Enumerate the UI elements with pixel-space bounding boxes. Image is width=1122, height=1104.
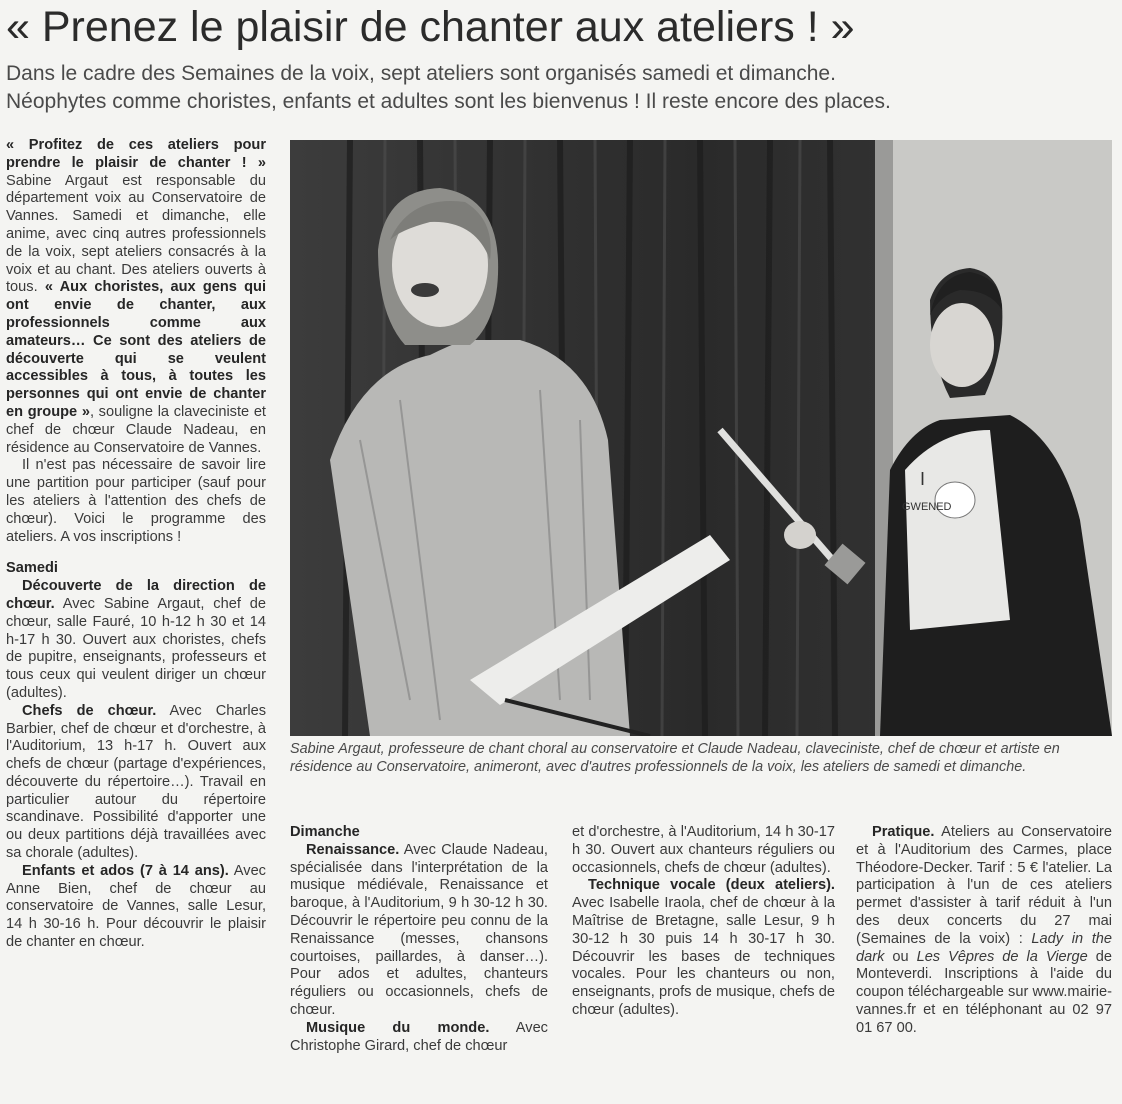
workshop-title: Renaissance. xyxy=(306,841,400,858)
practical-info xyxy=(856,824,1112,1038)
section-head-samedi: Samedi xyxy=(6,560,58,577)
concert-title: Lady in the dark xyxy=(856,930,1112,965)
workshop-entry xyxy=(290,1020,548,1056)
practical-text: Ateliers au Conservatoire et à l'Auditorium des Carmes, place Théodore-Decker. Tarif : 5 € l'atelier. La participation à l'un de ces ateliers permet d'assister à tarif réduit à l'un des deux concerts du 27 mai (Semaines de la voix) : xyxy=(856,824,1112,947)
practical-title: Pratique. xyxy=(872,824,935,840)
column-1 xyxy=(6,137,266,952)
workshop-title: Chefs de chœur. xyxy=(22,702,157,719)
workshop-title: Musique du monde. xyxy=(306,1019,490,1036)
concert-title: Les Vêpres de la Vierge xyxy=(916,948,1088,965)
headline: « Prenez le plaisir de chanter aux ateliers ! » xyxy=(6,3,855,51)
column-3 xyxy=(572,824,835,1020)
practical-text: ou xyxy=(884,948,917,965)
deck-line: Dans le cadre des Semaines de la voix, sept ateliers sont organisés samedi et dimanche. xyxy=(6,62,836,85)
workshop-entry xyxy=(6,578,266,703)
workshop-text: Avec Charles Barbier, chef de chœur et d'orchestre, à l'Auditorium, 13 h-17 h. Ouvert aux chefs de chœur (partage d'expériences, découverte du répertoire…). Travail en particulier autour du répertoire scandinave. Possibilité d'apporter une ou deux partitions déjà travaillées avec sa chorale (adultes). xyxy=(6,702,266,862)
workshop-text: Avec Claude Nadeau, spécialisée dans l'interprétation de la musique médiévale, Renaissance et baroque, à l'Auditorium, 9 h 30-12 h 30. Découvrir le répertoire peu connu de la Renaissance (messes, chansons courtoises, paillardes, à danser…). Pour ados et adultes, chanteurs réguliers ou occasionnels, chefs de chœur. xyxy=(290,841,548,1018)
workshop-entry xyxy=(6,863,266,952)
section-head-dimanche: Dimanche xyxy=(290,824,360,840)
workshop-text: Avec Anne Bien, chef de chœur au conservatoire de Vannes, salle Lesur, 14 h 30-16 h. Pour découvrir le plaisir de chanter en chœur. xyxy=(6,862,266,951)
workshop-entry xyxy=(572,877,835,1019)
workshop-title: Enfants et ados (7 à 14 ans). xyxy=(22,862,229,879)
body-paragraph: Il n'est pas nécessaire de savoir lire une partition pour participer (sauf pour les ateliers à l'attention des chefs de chœur). Voici le programme des ateliers. A vos inscriptions ! xyxy=(6,457,266,545)
column-2 xyxy=(290,824,548,1055)
photo-caption: Sabine Argaut, professeure de chant choral au conservatoire et Claude Nadeau, claveciniste, chef de chœur et artiste en résidence au Conservatoire, animeront, avec d'autres professionnels de la voix, les ateliers de samedi et dimanche. xyxy=(290,741,1060,775)
intro-paragraph xyxy=(6,137,266,457)
workshop-text: Avec Isabelle Iraola, chef de chœur à la Maîtrise de Bretagne, salle Lesur, 9 h 30-12 h 30 puis 14 h 30-17 h 30. Découvrir les bases de techniques vocales. Pour les chanteurs ou non, enseignants, profs de musique, chefs de chœur (adultes). xyxy=(572,895,835,1018)
body-text: , souligne la claveciniste et chef de chœur Claude Nadeau, en résidence au Conservatoire de Vannes. xyxy=(6,403,266,456)
deck xyxy=(6,60,1116,116)
workshop-text: Avec Christophe Girard, chef de chœur xyxy=(290,1019,548,1054)
body-text: Sabine Argaut est responsable du département voix au Conservatoire de Vannes. Samedi et dimanche, elle anime, avec cinq autres professionnels de la voix, sept ateliers consacrés à la voix et au chant. Des ateliers ouverts à tous. xyxy=(6,172,266,296)
quote-bold: « Aux choristes, aux gens qui ont envie de chanter, aux professionnels comme aux amateurs… Ce sont des ateliers de découverte qui se veulent accessibles à tous, à toutes les personnes qui ont envie de chanter en groupe » xyxy=(6,279,266,420)
tshirt-text: I xyxy=(920,469,926,489)
practical-text: de Monteverdi. Inscriptions à l'aide du coupon téléchargeable sur www.mairie-vannes.fr et en téléphonant au 02 97 01 67 00. xyxy=(856,948,1112,1036)
photo-illustration xyxy=(290,140,1112,736)
workshop-entry xyxy=(290,842,548,1020)
photo xyxy=(290,140,1112,736)
deck-line: Néophytes comme choristes, enfants et adultes sont les bienvenus ! Il reste encore des places. xyxy=(6,90,891,113)
quote-bold: « Profitez de ces ateliers pour prendre le plaisir de chanter ! » xyxy=(6,137,266,171)
tshirt-brand: GWENED xyxy=(902,501,952,513)
workshop-title: Découverte de la direction de chœur. xyxy=(6,578,266,612)
workshop-entry xyxy=(6,703,266,863)
body-paragraph: et d'orchestre, à l'Auditorium, 14 h 30-17 h 30. Ouvert aux chanteurs réguliers ou occasionnels, chefs de chœur (adultes). xyxy=(572,824,835,876)
workshop-title: Technique vocale (deux ateliers). xyxy=(588,877,835,894)
column-4 xyxy=(856,824,1112,1038)
workshop-text: Avec Sabine Argaut, chef de chœur, salle Fauré, 10 h-12 h 30 et 14 h-17 h 30. Ouvert aux choristes, chefs de pupitre, enseignants, professeurs et tous ceux qui veulent diriger un chœur (adultes). xyxy=(6,595,266,701)
